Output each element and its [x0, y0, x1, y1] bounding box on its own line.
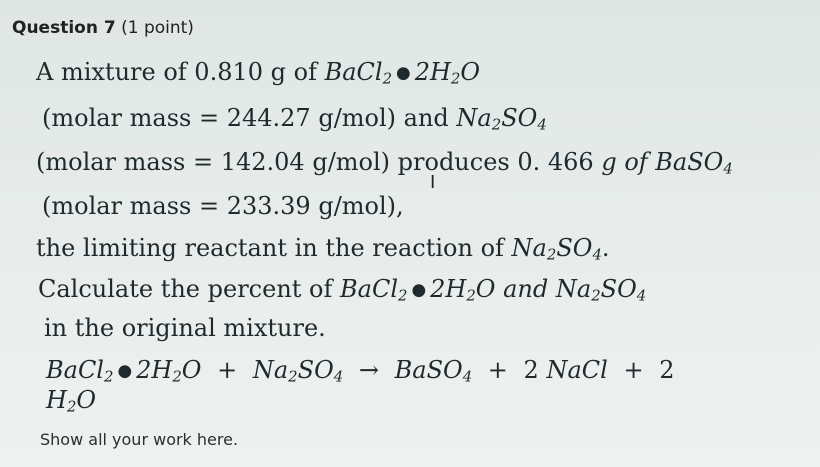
formula-na2so4: $Na_2SO_4$: [456, 104, 547, 134]
text-limiting-reactant: the limiting reactant in the reaction of: [36, 234, 512, 262]
text-molar-mass-3: (molar mass = 233.39 g/mol),: [42, 192, 404, 220]
text-cursor-icon: I: [430, 172, 436, 193]
text-molar-mass-1: (molar mass = 244.27 g/mol) and: [42, 104, 457, 132]
reaction-equation: BaCl$_2$ ● $2H_2O + Na_2SO_4$ → BaSO$_4$ + 2 NaCl + 2: [46, 356, 675, 386]
question-points: (1 point): [121, 18, 194, 38]
reaction-arrow-icon: →: [358, 356, 379, 384]
reaction-equation-water: $H_2O$: [46, 386, 97, 416]
problem-line-5: the limiting reactant in the reaction of $Na_2SO_4$.: [36, 234, 610, 264]
text-calculate: Calculate the percent of: [38, 275, 341, 303]
formula-na2so4-2: $Na_2SO_4$: [511, 234, 602, 264]
text-molar-mass-2: (molar mass = 142.04 g/mol) produces: [36, 148, 518, 176]
work-instruction: Show all your work here.: [40, 430, 239, 449]
value-mass-baso4: 0. 466: [517, 148, 602, 176]
formula-water: $2H_2O$: [414, 58, 481, 88]
problem-line-3: [36, 148, 733, 176]
text-mixture: A mixture of 0.810 g of: [36, 58, 325, 86]
text-g-of: g of: [601, 148, 656, 176]
problem-line-1: A mixture of 0.810 g of BaCl$_2$ ● $2H_2O$: [36, 58, 481, 88]
problem-line-7: [44, 314, 326, 342]
problem-line-6: Calculate the percent of BaCl$_2$ ● $2H_2O$ and $Na_2SO_4$: [38, 275, 647, 305]
formula-bacl2: BaCl$_2$: [324, 58, 393, 88]
text-and: and: [495, 275, 556, 303]
problem-line-4: [42, 192, 404, 220]
formula-bacl2-2: BaCl$_2$: [340, 275, 408, 305]
question-number: Question 7: [12, 18, 116, 38]
formula-baso4: BaSO$_4$: [655, 148, 733, 178]
question-header: [12, 18, 194, 38]
text-original-mixture: in the original mixture.: [44, 314, 326, 342]
formula-na2so4-3: $Na_2SO_4$: [555, 275, 647, 305]
problem-line-2: [42, 104, 547, 132]
